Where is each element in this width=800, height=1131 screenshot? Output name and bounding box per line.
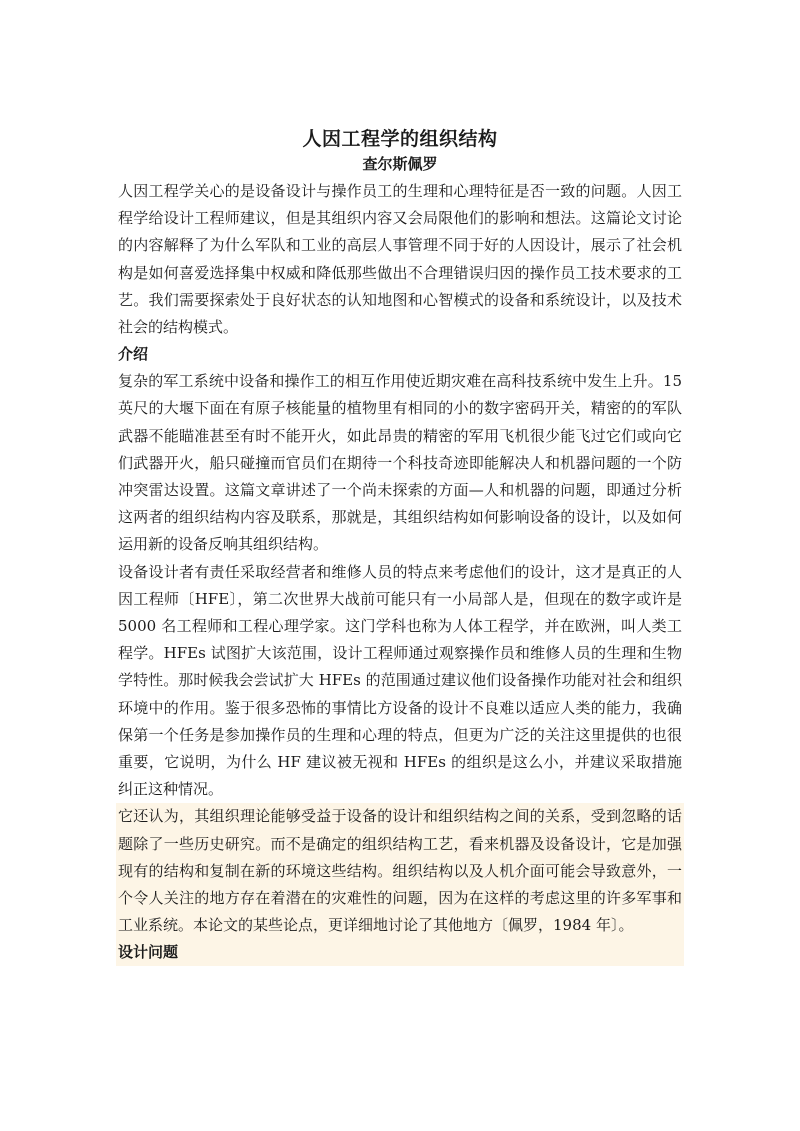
section-heading-design: 设计问题 (118, 943, 179, 962)
intro-paragraph-2: 设备设计者有责任采取经营者和维修人员的特点来考虑他们的设计，这才是真正的人因工程师〔HFE〕，第二次世界大战前可能只有一小局部人是，但现在的数字或许是 5000 名工程师和工程心理学家。这门学科也称为人体工程学，并在欧洲，叫人类工程学。HFEs 试图扩大该范围，设计工程师通过观察操作员和维修人员的生理和生物学特性。那时候我会尝试扩大 HFEs 的范围通过建议他们设备操作功能对社会和组织环境中的作用。鉴于很多恐怖的事情比方设备的设计不良难以适应人类的能力，我确保第一个任务是参加操作员的生理和心理的特点，但更为广泛的关注这里提供的也很重要，它说明，为什么 HF 建议被无视和 HFEs 的组织是这么小，并建议采取措施纠正这种情况。 (118, 562, 682, 799)
abstract-paragraph: 人因工程学关心的是设备设计与操作员工的生理和心理特征是否一致的问题。人因工程学给设计工程师建议，但是其组织内容又会局限他们的影响和想法。这篇论文讨论的内容解释了为什么军队和工业的高层人事管理不同于好的人因设计，展示了社会机构是如何喜爱选择集中权威和降低那些做出不合理错误归因的操作员工技术要求的工艺。我们需要探索处于良好状态的认知地图和心智模式的设备和系统设计，以及技术社会的结构模式。 (118, 182, 682, 337)
section-heading-intro: 介绍 (118, 345, 149, 364)
document-author: 查尔斯佩罗 (362, 155, 438, 173)
document-title: 人因工程学的组织结构 (302, 128, 498, 150)
intro-paragraph-3: 它还认为，其组织理论能够受益于设备的设计和组织结构之间的关系，受到忽略的话题除了一些历史研究。而不是确定的组织结构工艺，看来机器及设备设计，它是加强现有的结构和复制在新的环境这些结构。组织结构以及人机介面可能会导致意外，一个令人关注的地方存在着潜在的灾难性的问题，因为在这样的考虑这里的许多军事和工业系统。本论文的某些论点，更详细地讨论了其他地方〔佩罗，1984 年〕。 (118, 807, 682, 935)
document-body (118, 126, 682, 966)
intro-paragraph-1: 复杂的军工系统中设备和操作工的相互作用使近期灾难在高科技系统中发生上升。15 英尺的大堰下面在有原子核能量的植物里有相同的小的数字密码开关，精密的的军队武器不能瞄准甚至有时不能开火，如此昂贵的精密的军用飞机很少能飞过它们或向它们武器开火，船只碰撞而官员们在期待一个科技奇迹即能解决人和机器问题的一个防冲突雷达设置。这篇文章讲述了一个尚未探索的方面—人和机器的问题，即通过分析这两者的组织结构内容及联系，那就是，其组织结构如何影响设备的设计，以及如何运用新的设备反响其组织结构。 (118, 372, 682, 554)
highlighted-block (116, 803, 684, 966)
